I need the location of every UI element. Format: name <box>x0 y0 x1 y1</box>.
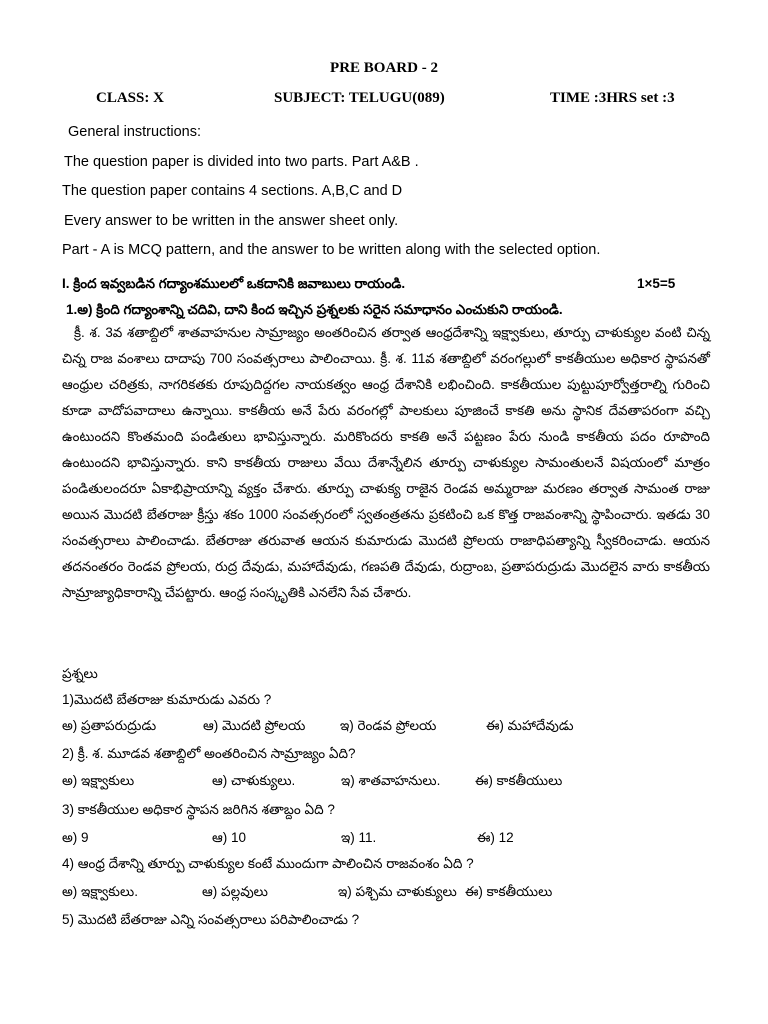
questions-label: ప్రశ్నలు <box>62 666 98 681</box>
answer-option: ఆ) పల్లవులు <box>202 884 268 899</box>
answer-option: ఇ) పశ్చిమ చాళుక్యులు <box>338 884 457 899</box>
answer-option: ఆ) మొదటి ప్రోలయ <box>203 718 306 733</box>
instruction-line: The question paper contains 4 sections. A,B,C and D <box>62 183 403 199</box>
question-text: 1)మొదటి బేతరాజు కుమారుడు ఎవరు ? <box>62 692 272 707</box>
question-text: 5) మొదటి బేతరాజు ఎన్ని సంవత్సరాలు పరిపాలించాడు ? <box>62 912 360 927</box>
answer-option: ఈ) కాకతీయులు <box>465 884 553 899</box>
instruction-line: Every answer to be written in the answer sheet only. <box>64 213 399 229</box>
question-text: 2) క్రీ. శ. మూడవ శతాబ్దిలో అంతరించిన సామ్రాజ్యం ఏది? <box>62 746 356 761</box>
answer-option: అ) ఇక్ష్వాకులు <box>62 773 135 788</box>
answer-option: అ) 9 <box>62 830 89 845</box>
section-marks: 1×5=5 <box>637 276 676 291</box>
answer-option: అ) ప్రతాపరుద్రుడు <box>62 718 157 733</box>
answer-option: ఇ) శాతవాహనులు. <box>341 773 441 788</box>
answer-option: ఆ) చాళుక్యులు. <box>212 773 296 788</box>
answer-option: అ) ఇక్ష్వాకులు. <box>62 884 138 899</box>
answer-option: ఇ) 11. <box>341 830 377 845</box>
section-heading: I. క్రింద ఇవ్వబడిన గద్యాంశములలో ఒకదానికి జవాబులు రాయండి. <box>62 276 406 291</box>
class-label: CLASS: X <box>96 90 164 106</box>
answer-option: ఆ) 10 <box>212 830 247 845</box>
subject-label: SUBJECT: TELUGU(089) <box>274 90 445 106</box>
question-text: 4) ఆంధ్ర దేశాన్ని తూర్పు చాళుక్యుల కంటే ముందుగా పాలించిన రాజవంశం ఏది ? <box>62 856 474 871</box>
instructions-heading: General instructions: <box>68 124 201 140</box>
exam-title: PRE BOARD - 2 <box>330 60 438 76</box>
passage-text: క్రీ. శ. 3వ శతాబ్దిలో శాతవాహనుల సామ్రాజ్యం అంతరించిన తర్వాత ఆంధ్రదేశాన్ని ఇక్ష్వాకులు, తూర్పు చాళుక్యుల వంటి చిన్న చిన్న రాజ వంశాలు దాదాపు 700 సంవత్సరాలు పాలించాయి. క్రీ. శ. 11వ శతాబ్దిలో వరంగల్లులో కాకతీయుల అధికార స్థాపనతో ఆంధ్రుల చరిత్రకు, నాగరికతకు రూపుదిద్దగల నాయకత్వం ఆంధ్ర దేశానికి లభించింది. కాకతీయుల పుట్టుపూర్వోత్తరాల్ని గురించి కూడా వాదోపవాదాలు ఉన్నాయి. కాకతీయ అనే పేరు వరంగల్లో పాలకులు పూజించే కాకతి అను స్థానిక దేవతాపరంగా వచ్చి ఉంటుందని కొంతమంది పండితులు భావిస్తున్నారు. మరికొందరు కాకతి అనే పట్టణం పేరు నుండి కాకతీయ పదం రూపొంది ఉంటుందని భావిస్తున్నారు. కాని కాకతీయ రాజులు వేయి దేశాన్నేలిన తూర్పు చాళుక్యుల సామంతులనే విషయంలో మాత్రం పండితులందరూ ఏకాభిప్రాయాన్ని వ్యక్తం చేశారు. తూర్పు చాళుక్య రాజైన రెండవ అమ్మరాజు మరణం తర్వాత సామంత రాజు అయిన మొదటి బేతరాజు క్రీస్తు శకం 1000 సంవత్సరంలో స్వతంత్రతను ప్రకటించి ఒక కొత్త రాజవంశాన్ని స్థాపించారు. ఇతడు 30 సంవత్సరాలు పాలించాడు. బేతరాజు తరువాత ఆయన కుమారుడు మొదటి ప్రోలయ రాజాధిపత్యాన్ని స్వీకరించాడు. ఆయన తదనంతరం రెండవ ప్రోలయ, రుద్ర దేవుడు, మహాదేవుడు, గణపతి దేవుడు, రుద్రాంబ, ప్రతాపరుద్రుడు మొదలైన వారు కాకతీయ సామ్రాజ్యాధికారాన్ని చేపట్టారు. ఆంధ్ర సంస్కృతికి ఎనలేని సేవ చేశారు. <box>62 325 710 600</box>
answer-option: ఈ) మహాదేవుడు <box>486 718 574 733</box>
instruction-line: The question paper is divided into two parts. Part A&B . <box>64 154 419 170</box>
answer-option: ఇ) రెండవ ప్రోలయ <box>340 718 437 733</box>
passage-instruction: 1.అ) క్రింది గద్యాంశాన్ని చదివి, దాని కింద ఇచ్చిన ప్రశ్నలకు సరైన సమాధానం ఎంచుకుని రాయండి. <box>66 302 563 317</box>
answer-option: ఈ) కాకతీయులు <box>475 773 563 788</box>
question-text: 3) కాకతీయుల అధికార స్థాపన జరిగిన శతాబ్దం ఏది ? <box>62 802 335 817</box>
answer-option: ఈ) 12 <box>477 830 514 845</box>
instruction-line: Part - A is MCQ pattern, and the answer to be written along with the selected option. <box>62 242 601 258</box>
time-label: TIME :3HRS set :3 <box>550 90 675 106</box>
